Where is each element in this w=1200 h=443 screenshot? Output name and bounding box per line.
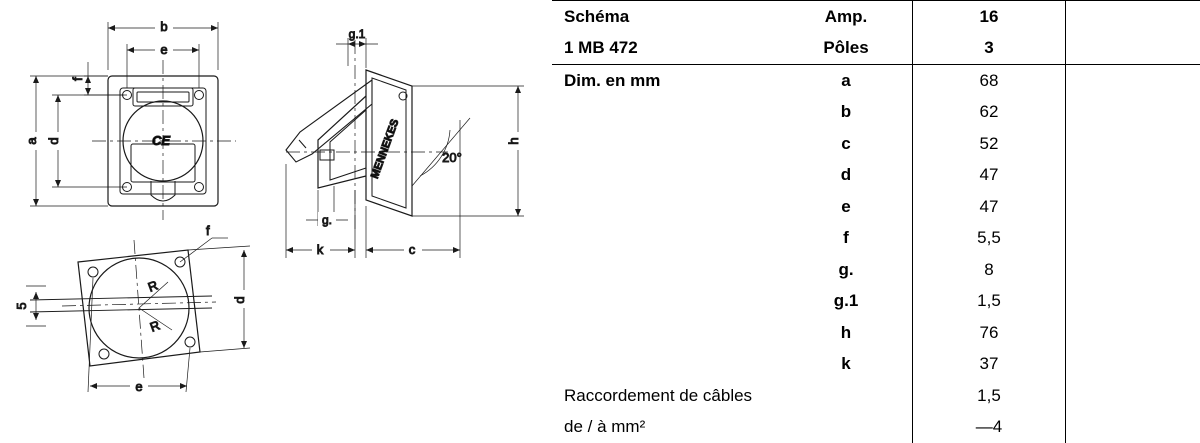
table-row (552, 33, 1200, 65)
row-spacer (1066, 412, 1200, 443)
row-spacer (1066, 33, 1200, 65)
row-spacer (1066, 286, 1200, 318)
dim-k: k (317, 242, 324, 257)
drawing-svg (0, 0, 545, 427)
row-key: e (780, 191, 913, 223)
front-view (24, 18, 236, 220)
row-spacer (1066, 317, 1200, 349)
bottom-view (14, 223, 252, 394)
row-key: g.1 (780, 286, 913, 318)
row-label: Schéma (552, 1, 780, 33)
row-label: Dim. en mm (552, 65, 780, 97)
row-key: b (780, 97, 913, 129)
dim-e: e (160, 42, 167, 57)
dim-d: d (46, 137, 61, 144)
row-label (552, 191, 780, 223)
radius-r-1: R (146, 278, 160, 295)
dim-f: f (70, 77, 85, 81)
dim-h: h (506, 137, 521, 144)
row-value: —4 (913, 412, 1066, 443)
dim-d-bottom: d (232, 296, 247, 303)
row-spacer (1066, 349, 1200, 381)
row-spacer (1066, 160, 1200, 192)
technical-drawings (0, 0, 545, 427)
dim-f-bottom: f (206, 223, 210, 238)
row-value: 62 (913, 97, 1066, 129)
row-label (552, 128, 780, 160)
row-value: 3 (913, 33, 1066, 65)
row-spacer (1066, 1, 1200, 33)
dim-b: b (160, 19, 167, 34)
row-spacer (1066, 380, 1200, 412)
dim-g: g. (322, 213, 332, 227)
row-label (552, 160, 780, 192)
row-key: Pôles (780, 33, 913, 65)
row-key: c (780, 128, 913, 160)
row-key: a (780, 65, 913, 97)
side-view (286, 27, 526, 258)
row-key: h (780, 317, 913, 349)
table-row (552, 317, 1200, 349)
row-value: 47 (913, 191, 1066, 223)
row-value: 1,5 (913, 380, 1066, 412)
row-spacer (1066, 128, 1200, 160)
dim-e-bottom: e (135, 379, 142, 394)
table-row (552, 412, 1200, 443)
row-key: g. (780, 254, 913, 286)
row-value: 68 (913, 65, 1066, 97)
row-label (552, 223, 780, 255)
row-value: 52 (913, 128, 1066, 160)
row-spacer (1066, 223, 1200, 255)
row-value: 37 (913, 349, 1066, 381)
row-label (552, 349, 780, 381)
row-value: 5,5 (913, 223, 1066, 255)
table-row (552, 349, 1200, 381)
brand-label: MENNEKES (369, 118, 402, 181)
row-key (780, 412, 913, 443)
row-spacer (1066, 254, 1200, 286)
row-label: de / à mm² (552, 412, 780, 443)
row-value: 1,5 (913, 286, 1066, 318)
row-label (552, 317, 780, 349)
row-value: 47 (913, 160, 1066, 192)
row-key: k (780, 349, 913, 381)
spec-table-element (552, 0, 1200, 443)
row-label: Raccordement de câbles (552, 380, 780, 412)
row-key: f (780, 223, 913, 255)
dim-g1: g.1 (349, 27, 366, 41)
table-row (552, 1, 1200, 33)
spec-table-body (552, 1, 1200, 443)
dim-c: c (409, 242, 416, 257)
row-key (780, 380, 913, 412)
table-row (552, 65, 1200, 97)
dim-angle: 20° (442, 150, 462, 165)
svg-text:CE: CE (152, 133, 170, 148)
row-value: 8 (913, 254, 1066, 286)
dim-a: a (24, 137, 39, 145)
row-key: Amp. (780, 1, 913, 33)
table-row (552, 191, 1200, 223)
table-row (552, 254, 1200, 286)
table-row (552, 128, 1200, 160)
row-key: d (780, 160, 913, 192)
row-label (552, 286, 780, 318)
row-spacer (1066, 65, 1200, 97)
row-spacer (1066, 97, 1200, 129)
row-value: 76 (913, 317, 1066, 349)
table-row (552, 223, 1200, 255)
dim-5: 5 (14, 302, 29, 309)
table-row (552, 97, 1200, 129)
row-label (552, 254, 780, 286)
radius-r-2: R (148, 318, 162, 335)
table-row (552, 160, 1200, 192)
specification-table (552, 0, 1200, 427)
table-row (552, 286, 1200, 318)
row-spacer (1066, 191, 1200, 223)
table-row (552, 380, 1200, 412)
row-label: 1 MB 472 (552, 33, 780, 65)
row-value: 16 (913, 1, 1066, 33)
row-label (552, 97, 780, 129)
